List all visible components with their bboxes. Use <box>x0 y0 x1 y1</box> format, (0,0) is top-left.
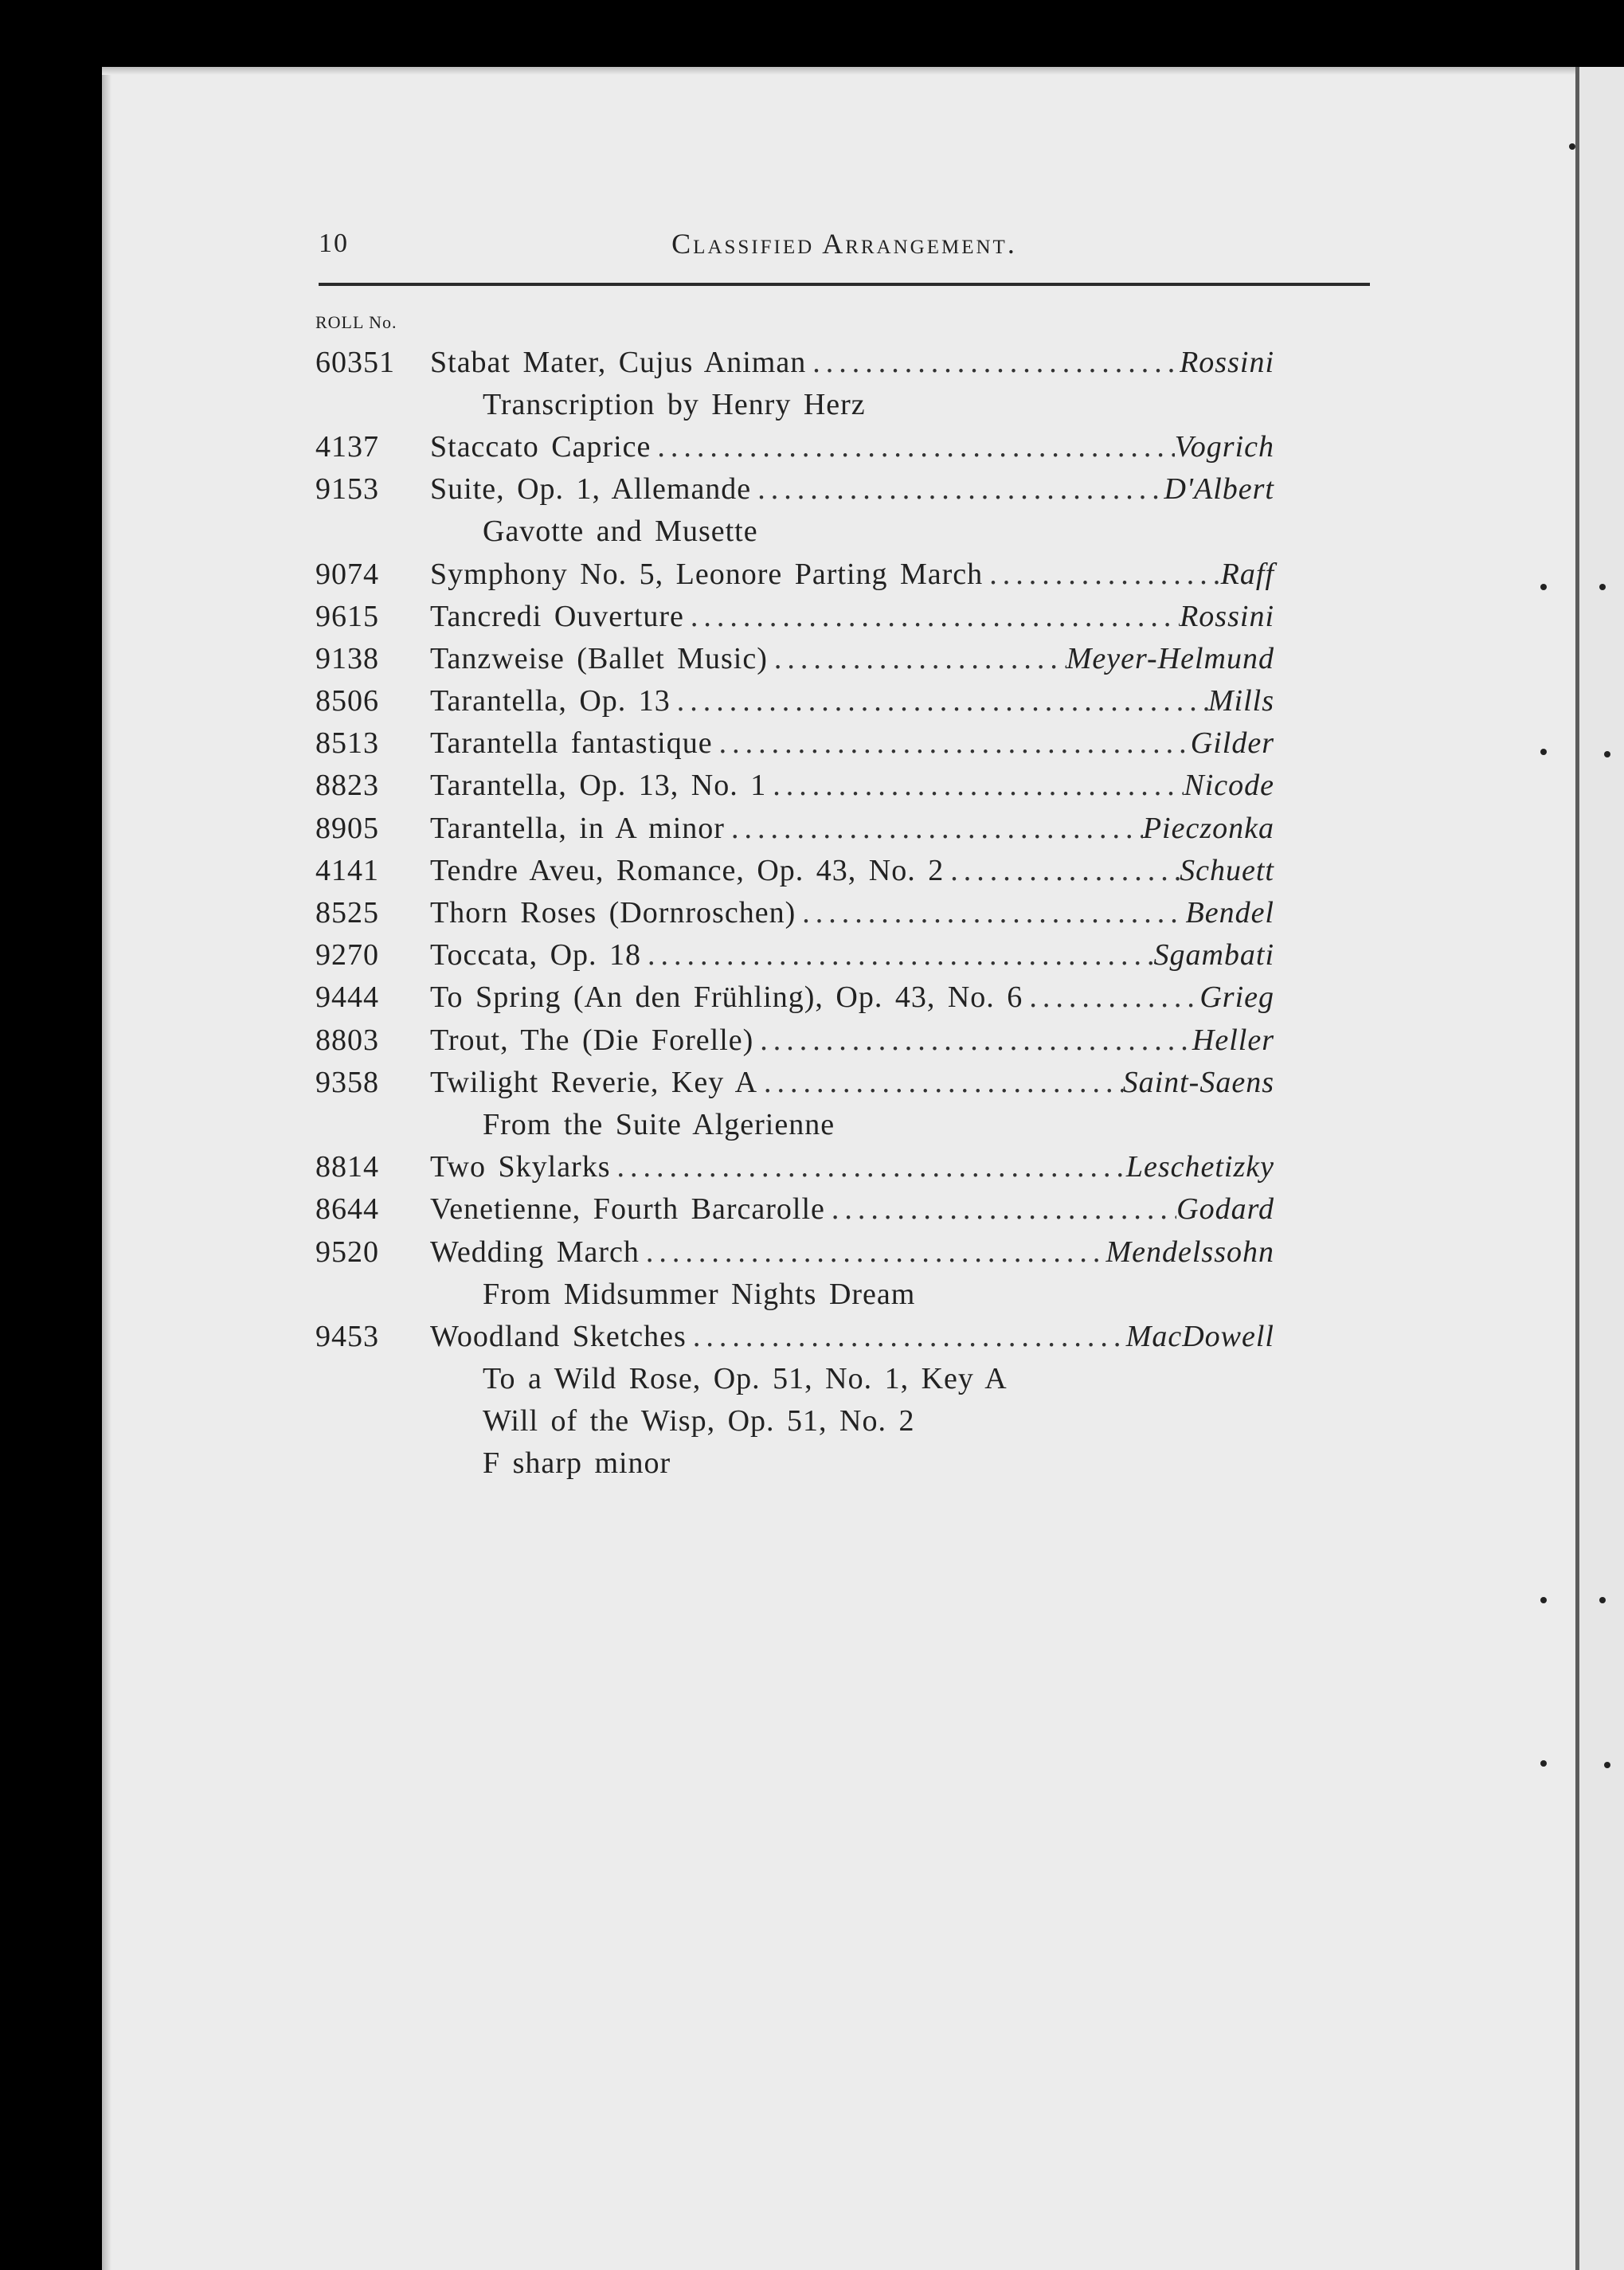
composer-name: Rossini <box>1180 345 1274 379</box>
roll-number: 4141 <box>315 853 379 887</box>
dot-leader <box>1023 982 1199 1012</box>
entry-subtitle: Transcription by Henry Herz <box>483 387 866 421</box>
catalogue-entry <box>315 1188 1274 1231</box>
catalogue-entry <box>315 1146 1274 1188</box>
composer-name: Schuett <box>1180 853 1274 887</box>
piece-title: Tarantella, Op. 13, No. 1 <box>430 769 767 803</box>
dot-leader <box>651 432 1174 462</box>
catalogue-entry <box>315 1315 1274 1357</box>
roll-number: 9615 <box>315 599 379 633</box>
piece-title: To Spring (An den Frühling), Op. 43, No. 6 <box>430 980 1023 1015</box>
catalogue-entry <box>315 807 1274 849</box>
roll-number: 60351 <box>315 345 395 379</box>
piece-title: Tancredi Ouverture <box>430 599 684 633</box>
page-left-shadow <box>102 67 112 2270</box>
catalogue-entry <box>315 341 1274 383</box>
page-header <box>319 219 1370 267</box>
piece-title: Woodland Sketches <box>430 1319 687 1353</box>
dot-leader <box>725 813 1143 843</box>
roll-number-column-label: ROLL No. <box>315 312 397 332</box>
piece-title: Toccata, Op. 18 <box>430 938 642 973</box>
piece-title: Two Skylarks <box>430 1150 611 1184</box>
roll-number: 8506 <box>315 684 379 718</box>
roll-list <box>315 341 1274 1485</box>
catalogue-entry <box>315 425 1274 468</box>
roll-number: 9453 <box>315 1319 379 1353</box>
roll-number: 9520 <box>315 1235 379 1269</box>
composer-name: Mendelssohn <box>1105 1235 1274 1269</box>
composer-name: Meyer-Helmund <box>1066 641 1274 675</box>
dot-leader <box>944 855 1180 886</box>
scan-speck <box>1540 1597 1547 1603</box>
dot-leader <box>611 1152 1126 1182</box>
dot-leader <box>713 728 1191 758</box>
composer-name: Mills <box>1207 684 1274 718</box>
roll-number: 8814 <box>315 1150 379 1184</box>
piece-title: Trout, The (Die Forelle) <box>430 1023 754 1057</box>
catalogue-entry <box>315 891 1274 933</box>
composer-name: Gilder <box>1190 726 1274 761</box>
roll-number: 8513 <box>315 726 379 761</box>
composer-name: Bendel <box>1185 896 1274 930</box>
catalogue-entry <box>315 765 1274 807</box>
composer-name: Heller <box>1192 1023 1274 1057</box>
scan-speck <box>1604 1762 1610 1768</box>
next-page-edge <box>1575 67 1624 2270</box>
catalogue-entry <box>315 1061 1274 1103</box>
piece-title: Tanzweise (Ballet Music) <box>430 641 768 675</box>
roll-number: 9358 <box>315 1065 379 1099</box>
scan-speck <box>1599 584 1606 590</box>
composer-name: Grieg <box>1199 980 1274 1015</box>
roll-number: 8525 <box>315 896 379 930</box>
dot-leader <box>768 644 1066 674</box>
piece-title: Symphony No. 5, Leonore Parting March <box>430 557 984 591</box>
roll-number: 4137 <box>315 429 379 464</box>
composer-name: Vogrich <box>1174 429 1274 464</box>
dot-leader <box>684 601 1180 632</box>
piece-title: Tarantella, Op. 13 <box>430 684 671 718</box>
scan-speck <box>1540 584 1547 590</box>
running-head: Classified Arrangement. <box>671 228 1017 260</box>
composer-name: D'Albert <box>1164 472 1274 507</box>
piece-title: Stabat Mater, Cujus Animan <box>430 345 807 379</box>
entry-subtitle: From the Suite Algerienne <box>483 1107 835 1141</box>
dot-leader <box>687 1321 1126 1352</box>
composer-name: Saint-Saens <box>1122 1065 1274 1099</box>
composer-name: Leschetizky <box>1125 1150 1274 1184</box>
catalogue-entry <box>315 468 1274 511</box>
page-top-shadow <box>102 67 1575 75</box>
dot-leader <box>641 940 1153 970</box>
catalogue-entry <box>315 722 1274 765</box>
entry-subtitle: Will of the Wisp, Op. 51, No. 2 <box>483 1404 915 1438</box>
roll-number: 9444 <box>315 980 379 1015</box>
dot-leader <box>983 559 1220 589</box>
piece-title: Staccato Caprice <box>430 429 652 464</box>
catalogue-entry <box>315 553 1274 595</box>
composer-name: Pieczonka <box>1142 811 1274 845</box>
scan-speck <box>1540 1760 1547 1767</box>
piece-title: Twilight Reverie, Key A <box>430 1065 758 1099</box>
catalogue-entry <box>315 849 1274 891</box>
roll-number: 9138 <box>315 641 379 675</box>
dot-leader <box>825 1194 1176 1224</box>
header-rule <box>319 283 1370 286</box>
dot-leader <box>766 770 1184 800</box>
composer-name: Rossini <box>1180 599 1274 633</box>
dot-leader <box>671 686 1208 716</box>
catalogue-entry <box>315 680 1274 722</box>
catalogue-entry <box>315 1019 1274 1061</box>
composer-name: Raff <box>1220 557 1274 591</box>
catalogue-entry <box>315 976 1274 1019</box>
catalogue-entry <box>315 934 1274 976</box>
scan-speck <box>1599 1597 1606 1603</box>
roll-number: 8803 <box>315 1023 379 1057</box>
piece-title: Thorn Roses (Dornroschen) <box>430 896 796 930</box>
piece-title: Venetienne, Fourth Barcarolle <box>430 1192 825 1227</box>
entry-subtitle: F sharp minor <box>483 1446 671 1481</box>
scan-speck <box>1569 143 1575 150</box>
entry-subtitle: Gavotte and Musette <box>483 515 758 549</box>
composer-name: MacDowell <box>1125 1319 1274 1353</box>
dot-leader <box>796 898 1185 928</box>
dot-leader <box>640 1237 1106 1267</box>
dot-leader <box>806 347 1180 378</box>
catalogue-entry <box>315 595 1274 637</box>
roll-number: 9153 <box>315 472 379 507</box>
dot-leader <box>753 1025 1192 1055</box>
piece-title: Tarantella fantastique <box>430 726 713 761</box>
piece-title: Tendre Aveu, Romance, Op. 43, No. 2 <box>430 853 945 887</box>
dot-leader <box>757 1067 1123 1098</box>
composer-name: Sgambati <box>1153 938 1274 973</box>
roll-number: 9270 <box>315 938 379 973</box>
piece-title: Suite, Op. 1, Allemande <box>430 472 752 507</box>
roll-number: 8644 <box>315 1192 379 1227</box>
roll-number: 8823 <box>315 769 379 803</box>
composer-name: Nicode <box>1184 769 1274 803</box>
scan-speck <box>1604 751 1610 757</box>
scan-speck <box>1540 749 1547 755</box>
catalogue-entry <box>315 1231 1274 1273</box>
roll-number: 9074 <box>315 557 379 591</box>
roll-number: 8905 <box>315 811 379 845</box>
piece-title: Wedding March <box>430 1235 640 1269</box>
piece-title: Tarantella, in A minor <box>430 811 725 845</box>
dot-leader <box>751 474 1164 504</box>
entry-subtitle: From Midsummer Nights Dream <box>483 1277 916 1311</box>
page-number: 10 <box>319 229 349 258</box>
catalogue-entry <box>315 637 1274 679</box>
composer-name: Godard <box>1176 1192 1274 1227</box>
entry-subtitle: To a Wild Rose, Op. 51, No. 1, Key A <box>483 1362 1008 1396</box>
